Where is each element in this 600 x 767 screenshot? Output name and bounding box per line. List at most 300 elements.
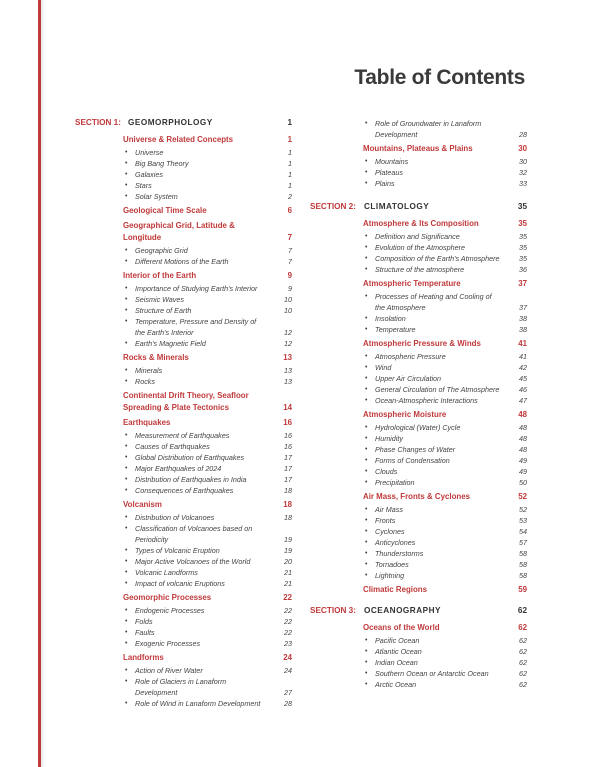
toc-item[interactable] (123, 676, 292, 698)
section-title: OCEANOGRAPHY (364, 606, 441, 615)
section-number: SECTION 2: (310, 202, 356, 211)
toc-item-title: Folds (135, 617, 153, 626)
toc-item[interactable] (363, 324, 527, 335)
toc-item-list (123, 512, 292, 589)
toc-item-page: 17 (284, 475, 292, 484)
toc-item-page: 38 (519, 314, 527, 323)
toc-item-page: 28 (284, 699, 292, 708)
toc-item-title: Classification of Volcanoes based on Periodicity (135, 524, 253, 544)
bullet-icon: • (365, 479, 368, 486)
toc-item-page: 52 (519, 505, 527, 514)
toc-item-page: 58 (519, 560, 527, 569)
toc-item-page: 7 (288, 257, 292, 266)
toc-item-title: Big Bang Theory (135, 159, 189, 168)
toc-item[interactable] (363, 156, 527, 167)
toc-item-title: Wind (375, 363, 392, 372)
toc-item-title: Exogenic Processes (135, 639, 201, 648)
topic-page: 6 (287, 206, 292, 215)
section-number: SECTION 1: (75, 118, 121, 127)
bullet-icon: • (125, 465, 128, 472)
bullet-icon: • (125, 182, 128, 189)
toc-item-page: 10 (284, 295, 292, 304)
toc-item-title: General Circulation of The Atmosphere (375, 385, 500, 394)
bullet-icon: • (365, 550, 368, 557)
section-spacer (310, 192, 527, 199)
bullet-icon: • (125, 629, 128, 636)
section-page: 1 (287, 118, 292, 127)
toc-item-title: Structure of the atmosphere (375, 265, 465, 274)
toc-item-title: Pacific Ocean (375, 636, 420, 645)
toc-item-list (363, 635, 527, 690)
topic-page: 59 (518, 585, 527, 594)
toc-item-page: 17 (284, 464, 292, 473)
bullet-icon: • (365, 424, 368, 431)
bullet-icon: • (365, 561, 368, 568)
toc-item-title: Southern Ocean or Antarctic Ocean (375, 669, 489, 678)
toc-item-list (123, 430, 292, 496)
toc-item[interactable] (363, 504, 527, 515)
toc-item[interactable] (363, 373, 527, 384)
toc-item[interactable] (123, 365, 292, 376)
toc-item-title: Forms of Condensation (375, 456, 450, 465)
toc-item[interactable] (363, 313, 527, 324)
topic-page: 62 (518, 623, 527, 632)
topic-heading[interactable] (123, 417, 292, 429)
topic-page: 1 (287, 135, 292, 144)
toc-item-title: Faults (135, 628, 155, 637)
toc-item[interactable] (363, 466, 527, 477)
toc-item-page: 2 (288, 192, 292, 201)
toc-item[interactable] (363, 668, 527, 679)
toc-item-page: 30 (519, 157, 527, 166)
topic-title: Universe & Related Concepts (123, 135, 234, 144)
bullet-icon: • (125, 367, 128, 374)
bullet-icon: • (365, 169, 368, 176)
topic-heading[interactable] (363, 143, 527, 155)
toc-item-page: 41 (519, 352, 527, 361)
bullet-icon: • (125, 700, 128, 707)
bullet-icon: • (125, 607, 128, 614)
toc-item[interactable] (123, 523, 292, 545)
topic-heading[interactable] (123, 220, 292, 244)
toc-item-page: 49 (519, 456, 527, 465)
bullet-icon: • (365, 364, 368, 371)
toc-item-list (123, 665, 292, 709)
toc-item-page: 42 (519, 363, 527, 372)
toc-item[interactable] (363, 477, 527, 488)
toc-item-title: Clouds (375, 467, 398, 476)
toc-item[interactable] (363, 242, 527, 253)
toc-item[interactable] (123, 545, 292, 556)
topic-heading[interactable] (123, 205, 292, 217)
bullet-icon: • (125, 318, 128, 325)
toc-item-page: 45 (519, 374, 527, 383)
topic-title: Atmospheric Pressure & Winds (363, 339, 481, 348)
topic-page: 7 (287, 233, 292, 242)
toc-item-page: 22 (284, 617, 292, 626)
bullet-icon: • (125, 454, 128, 461)
toc-item-title: Precipitation (375, 478, 415, 487)
section-page: 35 (517, 202, 527, 211)
toc-item[interactable] (123, 430, 292, 441)
toc-item-page: 1 (288, 159, 292, 168)
toc-item-page: 62 (519, 669, 527, 678)
toc-item[interactable] (123, 169, 292, 180)
toc-item-page: 9 (288, 284, 292, 293)
toc-item-list (123, 147, 292, 202)
topic-title: Mountains, Plateaus & Plains (363, 144, 473, 153)
topic-page: 37 (518, 279, 527, 288)
toc-item-page: 18 (284, 513, 292, 522)
toc-item-page: 48 (519, 445, 527, 454)
toc-item-title: Lightning (375, 571, 405, 580)
toc-item-title: Insolation (375, 314, 406, 323)
bullet-icon: • (365, 457, 368, 464)
toc-item[interactable] (123, 338, 292, 349)
bullet-icon: • (365, 528, 368, 535)
toc-item-list (363, 231, 527, 275)
toc-item-title: Different Motions of the Earth (135, 257, 229, 266)
topic-title: Earthquakes (123, 418, 171, 427)
bullet-icon: • (365, 659, 368, 666)
toc-item-title: Causes of Earthquakes (135, 442, 210, 451)
toc-item-title: Geographic Grid (135, 246, 188, 255)
topic-page: 13 (283, 353, 292, 362)
toc-item[interactable] (123, 463, 292, 474)
toc-item-title: Processes of Heating and Cooling of the Atmosphere (375, 292, 492, 312)
toc-item-page: 35 (519, 243, 527, 252)
toc-item-page: 50 (519, 478, 527, 487)
toc-item-page: 46 (519, 385, 527, 394)
bullet-icon: • (125, 340, 128, 347)
bullet-icon: • (125, 569, 128, 576)
page-gutter-shade (41, 0, 45, 767)
toc-item[interactable] (363, 351, 527, 362)
topic-title: Rocks & Minerals (123, 353, 189, 362)
toc-item-list (123, 283, 292, 349)
toc-item[interactable] (123, 256, 292, 267)
topic-page: 24 (283, 653, 292, 662)
toc-item[interactable] (123, 638, 292, 649)
toc-item-title: Arctic Ocean (375, 680, 417, 689)
toc-item[interactable] (123, 441, 292, 452)
bullet-icon: • (365, 233, 368, 240)
toc-item-title: Air Mass (375, 505, 403, 514)
bullet-icon: • (365, 446, 368, 453)
bullet-icon: • (365, 386, 368, 393)
toc-item[interactable] (363, 253, 527, 264)
toc-item-title: Indian Ocean (375, 658, 418, 667)
toc-item-page: 37 (519, 303, 527, 312)
toc-item-page: 24 (284, 666, 292, 675)
toc-item-page: 49 (519, 467, 527, 476)
toc-item[interactable] (123, 474, 292, 485)
bullet-icon: • (125, 547, 128, 554)
toc-item-title: Role of Glaciers in Lanaform Development (135, 677, 227, 697)
bullet-icon: • (365, 468, 368, 475)
toc-item-title: Anticyclones (375, 538, 416, 547)
toc-item-page: 22 (284, 606, 292, 615)
toc-item[interactable] (123, 147, 292, 158)
toc-item[interactable] (363, 264, 527, 275)
topic-heading[interactable] (363, 338, 527, 350)
toc-item-page: 54 (519, 527, 527, 536)
topic-heading[interactable] (123, 499, 292, 511)
toc-item-title: Definition and Significance (375, 232, 460, 241)
toc-item[interactable] (123, 283, 292, 294)
bullet-icon: • (125, 487, 128, 494)
bullet-icon: • (125, 285, 128, 292)
toc-item-page: 19 (284, 546, 292, 555)
toc-item-title: Distribution of Earthquakes in India (135, 475, 247, 484)
toc-item[interactable] (123, 316, 292, 338)
toc-item-page: 28 (519, 130, 527, 139)
toc-item[interactable] (123, 567, 292, 578)
toc-item[interactable] (123, 616, 292, 627)
topic-heading[interactable] (123, 134, 292, 146)
toc-item-page: 21 (284, 579, 292, 588)
toc-item-page: 36 (519, 265, 527, 274)
toc-item-page: 62 (519, 636, 527, 645)
toc-item-title: Composition of the Earth's Atmosphere (375, 254, 500, 263)
toc-item-title: Thunderstorms (375, 549, 424, 558)
topic-heading[interactable] (123, 270, 292, 282)
toc-item[interactable] (123, 376, 292, 387)
bullet-icon: • (125, 580, 128, 587)
toc-item-page: 35 (519, 232, 527, 241)
section-number: SECTION 3: (310, 606, 356, 615)
toc-item-page: 48 (519, 434, 527, 443)
section-title: GEOMORPHOLOGY (128, 118, 213, 127)
toc-item[interactable] (363, 178, 527, 189)
toc-item-title: Importance of Studying Earth's Interior (135, 284, 258, 293)
toc-item[interactable] (363, 167, 527, 178)
topic-title: Continental Drift Theory, Seafloor Spreading & Plate Tectonics (123, 391, 249, 412)
toc-item-page: 62 (519, 658, 527, 667)
section-heading[interactable] (310, 199, 527, 215)
bullet-icon: • (365, 539, 368, 546)
topic-heading[interactable] (363, 278, 527, 290)
toc-item-title: Fronts (375, 516, 396, 525)
topic-heading[interactable] (123, 592, 292, 604)
topic-title: Geographical Grid, Latitude & Longitude (123, 221, 235, 242)
toc-item[interactable] (363, 537, 527, 548)
topic-heading[interactable] (363, 622, 527, 634)
bullet-icon: • (125, 618, 128, 625)
topic-heading[interactable] (123, 352, 292, 364)
toc-item-title: Temperature (375, 325, 416, 334)
toc-item[interactable] (123, 452, 292, 463)
bullet-icon: • (365, 315, 368, 322)
bullet-icon: • (125, 558, 128, 565)
toc-item-page: 38 (519, 325, 527, 334)
topic-title: Atmosphere & Its Composition (363, 219, 479, 228)
toc-item-page: 19 (284, 535, 292, 544)
toc-item-page: 10 (284, 306, 292, 315)
toc-item-title: Consequences of Earthquakes (135, 486, 234, 495)
topic-heading[interactable] (363, 218, 527, 230)
toc-item-list (123, 605, 292, 649)
toc-item[interactable] (363, 444, 527, 455)
toc-item-list (363, 351, 527, 406)
toc-item[interactable] (363, 118, 527, 140)
toc-item-title: Seismic Waves (135, 295, 184, 304)
section-heading[interactable] (310, 603, 527, 619)
toc-item[interactable] (363, 455, 527, 466)
bullet-icon: • (125, 678, 128, 685)
bullet-icon: • (365, 670, 368, 677)
toc-item-title: Phase Changes of Water (375, 445, 456, 454)
toc-item[interactable] (123, 578, 292, 589)
toc-item-title: Types of Volcanic Eruption (135, 546, 220, 555)
toc-item-title: Earth's Magnetic Field (135, 339, 206, 348)
toc-item[interactable] (363, 362, 527, 373)
toc-item-page: 35 (519, 254, 527, 263)
toc-item[interactable] (363, 422, 527, 433)
toc-item-page: 62 (519, 647, 527, 656)
toc-item-page: 12 (284, 339, 292, 348)
bullet-icon: • (125, 443, 128, 450)
bullet-icon: • (365, 180, 368, 187)
toc-item-list (363, 118, 527, 140)
bullet-icon: • (365, 435, 368, 442)
bullet-icon: • (365, 266, 368, 273)
toc-item[interactable] (363, 657, 527, 668)
toc-item-page: 62 (519, 680, 527, 689)
toc-item-title: Endogenic Processes (135, 606, 205, 615)
toc-item[interactable] (363, 559, 527, 570)
toc-item-title: Upper Air Circulation (375, 374, 442, 383)
bullet-icon: • (125, 171, 128, 178)
toc-item[interactable] (123, 305, 292, 316)
toc-item[interactable] (123, 627, 292, 638)
toc-item-title: Impact of volcanic Eruptions (135, 579, 225, 588)
toc-item[interactable] (123, 605, 292, 616)
toc-item-title: Global Distribution of Earthquakes (135, 453, 245, 462)
toc-item[interactable] (363, 548, 527, 559)
toc-item-title: Rocks (135, 377, 155, 386)
topic-heading[interactable] (363, 409, 527, 421)
topic-heading[interactable] (123, 652, 292, 664)
toc-item[interactable] (123, 294, 292, 305)
section-heading[interactable] (60, 115, 292, 131)
toc-item-title: Cyclones (375, 527, 405, 536)
toc-item[interactable] (363, 231, 527, 242)
topic-title: Air Mass, Fronts & Cyclones (363, 492, 470, 501)
toc-item[interactable] (363, 395, 527, 406)
toc-item-title: Plateaus (375, 168, 403, 177)
toc-item[interactable] (363, 526, 527, 537)
toc-item-page: 47 (519, 396, 527, 405)
toc-item-title: Humidity (375, 434, 403, 443)
toc-item-page: 13 (284, 377, 292, 386)
topic-heading[interactable] (363, 491, 527, 503)
topic-title: Atmospheric Temperature (363, 279, 461, 288)
toc-item-list (123, 365, 292, 387)
toc-item-list (123, 245, 292, 267)
topic-title: Climatic Regions (363, 585, 428, 594)
toc-item[interactable] (363, 646, 527, 657)
topic-page: 52 (518, 492, 527, 501)
toc-item-page: 12 (284, 328, 292, 337)
toc-item[interactable] (123, 180, 292, 191)
toc-item[interactable] (363, 679, 527, 690)
topic-page: 41 (518, 339, 527, 348)
bullet-icon: • (365, 353, 368, 360)
toc-item[interactable] (363, 291, 527, 313)
toc-item[interactable] (363, 433, 527, 444)
topic-title: Geological Time Scale (123, 206, 207, 215)
topic-heading[interactable] (363, 584, 527, 596)
toc-item-title: Universe (135, 148, 164, 157)
bullet-icon: • (365, 572, 368, 579)
bullet-icon: • (125, 247, 128, 254)
bullet-icon: • (365, 517, 368, 524)
bullet-icon: • (365, 255, 368, 262)
toc-item[interactable] (123, 158, 292, 169)
bullet-icon: • (125, 476, 128, 483)
toc-item-page: 16 (284, 442, 292, 451)
toc-item[interactable] (363, 384, 527, 395)
toc-item-title: Plains (375, 179, 395, 188)
toc-item-title: Major Earthquakes of 2024 (135, 464, 222, 473)
toc-item[interactable] (123, 698, 292, 709)
toc-item[interactable] (363, 570, 527, 581)
bullet-icon: • (365, 375, 368, 382)
toc-item-title: Evolution of the Atmosphere (375, 243, 466, 252)
toc-item[interactable] (123, 485, 292, 496)
toc-item-page: 53 (519, 516, 527, 525)
toc-item-title: Action of River Water (135, 666, 203, 675)
toc-item[interactable] (123, 665, 292, 676)
bullet-icon: • (125, 160, 128, 167)
topic-title: Atmospheric Moisture (363, 410, 447, 419)
toc-item-page: 1 (288, 148, 292, 157)
bullet-icon: • (125, 149, 128, 156)
toc-item-page: 48 (519, 423, 527, 432)
bullet-icon: • (125, 514, 128, 521)
bullet-icon: • (365, 648, 368, 655)
toc-item-page: 1 (288, 181, 292, 190)
toc-item-page: 20 (284, 557, 292, 566)
toc-item-list (363, 156, 527, 189)
toc-item[interactable] (363, 635, 527, 646)
section-spacer (310, 596, 527, 603)
topic-heading[interactable] (123, 390, 292, 414)
toc-item-page: 17 (284, 453, 292, 462)
toc-item-title: Role of Groundwater in Lanaform Development (375, 119, 482, 139)
toc-item-page: 22 (284, 628, 292, 637)
toc-item[interactable] (123, 512, 292, 523)
topic-page: 30 (518, 144, 527, 153)
toc-item-title: Measurement of Earthquakes (135, 431, 230, 440)
toc-item-page: 7 (288, 246, 292, 255)
bullet-icon: • (365, 158, 368, 165)
bullet-icon: • (125, 667, 128, 674)
topic-page: 9 (287, 271, 292, 280)
bullet-icon: • (365, 397, 368, 404)
toc-item[interactable] (123, 245, 292, 256)
bullet-icon: • (365, 326, 368, 333)
bullet-icon: • (365, 244, 368, 251)
toc-item-title: Minerals (135, 366, 163, 375)
toc-item-page: 23 (284, 639, 292, 648)
topic-page: 22 (283, 593, 292, 602)
toc-item[interactable] (363, 515, 527, 526)
toc-item-page: 21 (284, 568, 292, 577)
toc-item[interactable] (123, 191, 292, 202)
toc-item[interactable] (123, 556, 292, 567)
